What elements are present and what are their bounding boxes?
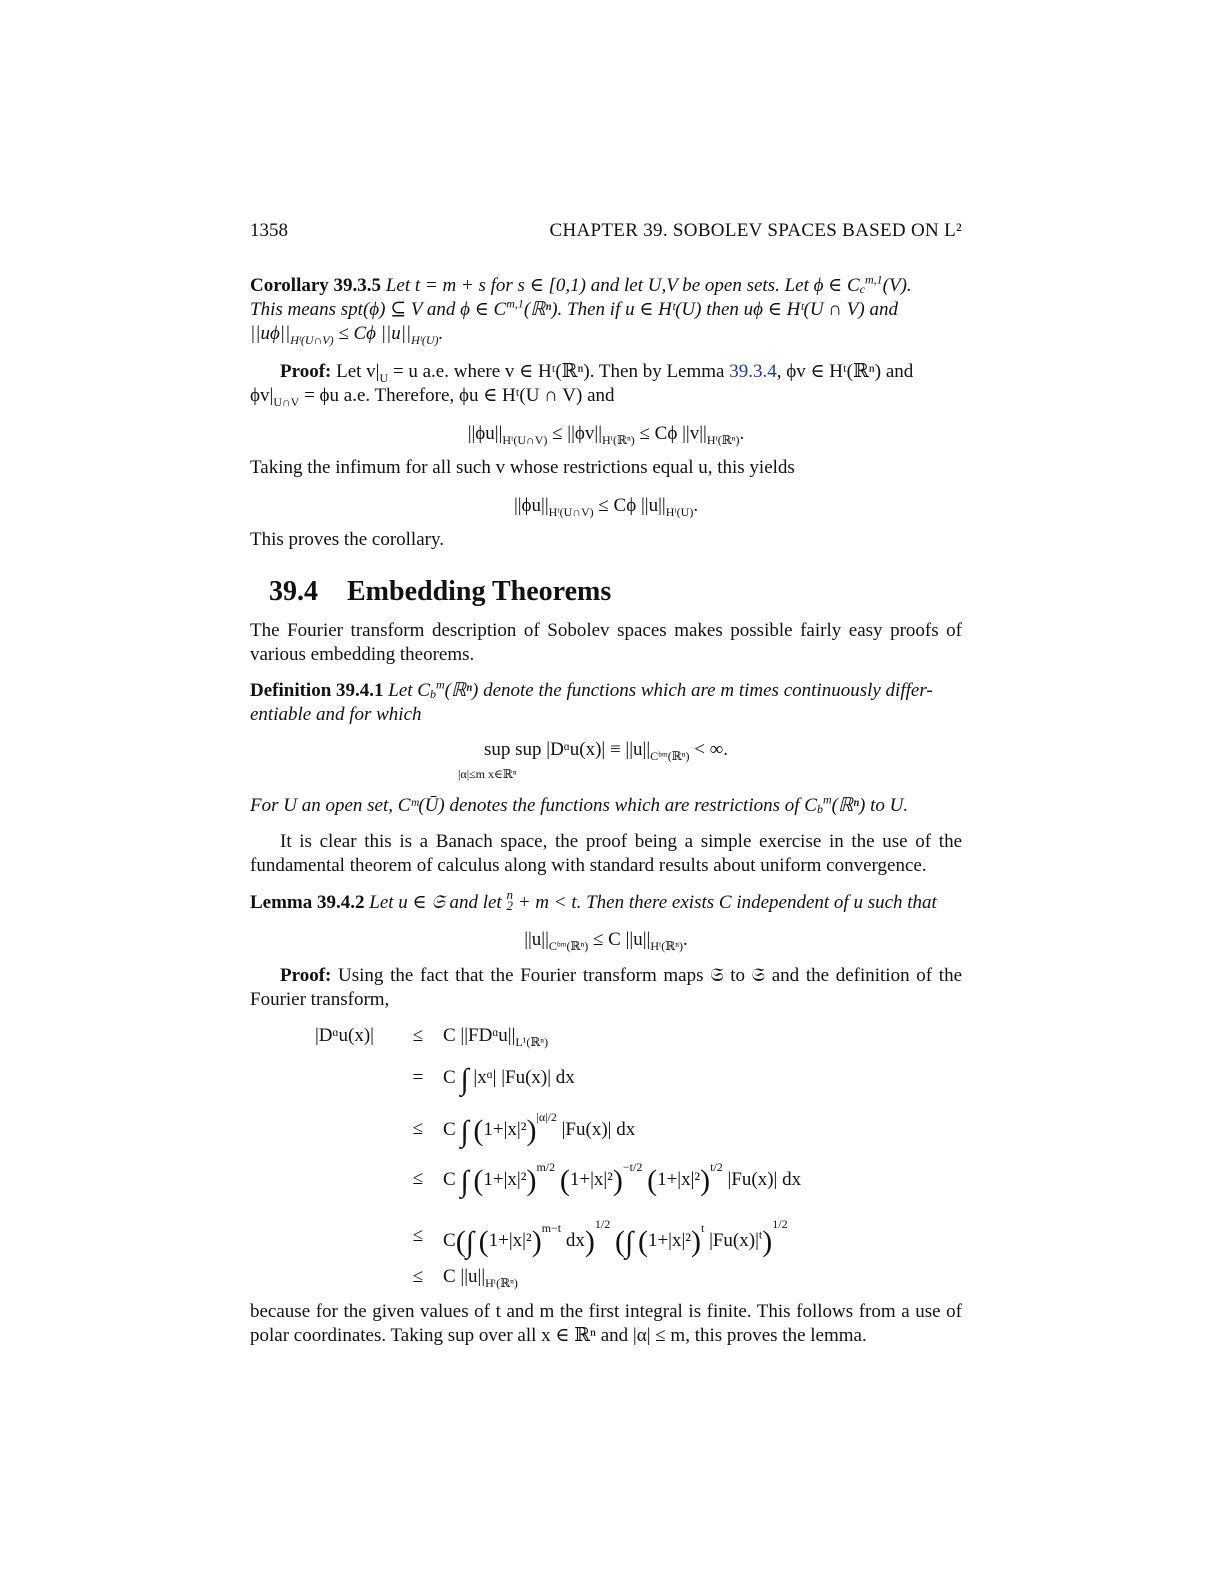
corollary: [250, 274, 962, 346]
proof-lemma-end: because for the given values of t and m the first integral is finite. This follows from a use of polar coordinates. Taking sup over all x ∈ ℝⁿ and |α| ≤ m, this proves the lemma.: [250, 1301, 962, 1346]
lemma: Lemma 39.4.2 Let u ∈ 𝔖 and let n 2 + m < t. Then there exists C independent of u such that: [250, 887, 937, 913]
proof-corollary: Proof: Let $v|_U = u$ a.e. where v ∈ Hᵗ(ℝⁿ). Then by Lemma 39.3.4, ϕv ∈ Hᵗ(ℝⁿ) and: [280, 361, 914, 385]
section-heading: [269, 575, 611, 609]
infimum-text: Taking the infimum for all such v whose restrictions equal u, this yields: [250, 457, 795, 478]
equation-2: $||\phi u||_{Hᵗ(U\cap V)} \le C\phi$ $||u||_{Hᵗ(U)}$.: [513, 495, 699, 519]
section-number: 39.4: [269, 576, 318, 607]
chapter-title: CHAPTER 39. SOBOLEV SPACES BASED ON L²: [549, 220, 962, 241]
proof-lemma-text: Proof: Using the fact that the Fourier transform maps 𝔖 to 𝔖 and the definition of the Fourier transform,: [250, 965, 962, 1010]
rel-5: ≤: [412, 1225, 424, 1246]
corollary-line3: $||u\phi||_{Hᵗ(U\cap V)} \le C\phi$ $||u||_{Hᵗ(U)}$.: [250, 323, 444, 347]
lemma-equation: $||u||_{Cᵇᵐ(ℝ^n)} \le C$ $||u||_{Hᵗ(ℝ^n)}$.: [524, 929, 688, 953]
corollary-line2: This means spt(ϕ) ⊆ V and ϕ ∈ C$^{m,1}$(ℝⁿ). Then if u ∈ Hᵗ(U) then uϕ ∈ Hᵗ(U ∩ V) and: [250, 296, 898, 320]
definition-equation: sup sup |Dᵅu(x)| ≡ $||u||_{Cᵇᵐ(ℝ^n)}$ < ∞.: [483, 739, 728, 763]
proof-end-text: This proves the corollary.: [250, 529, 444, 550]
definition-line2: entiable and for which: [250, 704, 422, 725]
derivation-line-6: C $||u||_{Hᵗ(ℝ^n)}$: [443, 1266, 518, 1290]
lemma-reference-link[interactable]: 39.3.4: [729, 361, 777, 382]
derivation-line-3: C ∫ $(1+|x|^2)^{|\alpha|/2}$ |Fu(x)| dx: [443, 1110, 636, 1148]
proof-label: Proof:: [280, 965, 332, 986]
rel-2: =: [412, 1067, 424, 1088]
derivation-line-4: C ∫ $(1+|x|^2)^{m/2}$ $(1+|x|^2)^{-t/2}$ $(1+|x|^2)^{t/2}$ |Fu(x)| dx: [443, 1160, 802, 1198]
definition-after: For U an open set, Cᵐ(Ū) denotes the functions which are restrictions of $C_b^m(ℝ^n)$ to U.: [250, 792, 909, 816]
rel-4: ≤: [412, 1168, 424, 1189]
section-title: Embedding Theorems: [347, 576, 612, 607]
definition: Definition 39.4.1 Let $C_b^m(ℝ^n)$ denote the functions which are m times continuously differ- entiable and for which: [250, 677, 933, 725]
derivation-lhs: |Dᵅu(x)|: [315, 1025, 374, 1046]
page-number: 1358: [250, 220, 288, 241]
corollary-label: Corollary 39.3.5: [250, 275, 382, 296]
derivation-line-2: C ∫ |xᵅ| |Fu(x)| dx: [443, 1063, 575, 1096]
rel-1: ≤: [412, 1025, 424, 1046]
lemma-label: Lemma 39.4.2: [250, 892, 365, 913]
running-header: [250, 219, 962, 243]
equation-1: $||\phi u||_{Hᵗ(U\cap V)} \le ||\phi v||_{Hᵗ(ℝ^n)} \le C\phi$ $||v||_{Hᵗ(ℝ^n)}$.: [467, 423, 745, 447]
rel-6: ≤: [412, 1266, 424, 1287]
proof-corollary-line2: $\phi v|_{U\cap V} = \phi u$ a.e. Therefore, ϕu ∈ Hᵗ(U ∩ V) and: [250, 385, 615, 409]
derivation-line-1: C $||FDᵅu||_{L^1(ℝ^n)}$: [443, 1025, 549, 1049]
definition-label: Definition 39.4.1: [250, 680, 384, 701]
rel-3: ≤: [412, 1118, 424, 1139]
corollary-text: Let t = m + s for s ∈ [0,1) and let U,V be open sets. Let ϕ ∈ $C_c^{m,1}(V)$.: [385, 272, 912, 296]
definition-equation-subscript: |α|≤m x∈ℝⁿ: [458, 767, 517, 781]
derivation-line-5: C(∫ $(1+|x|^2)^{m-t}$ dx)$^{1/2}$ (∫ $(1+|x|^2)^t$ $|Fu(x)|^t)^{1/2}$: [443, 1217, 788, 1259]
proof-label: Proof:: [280, 361, 332, 382]
section-intro: The Fourier transform description of Sobolev spaces makes possible fairly easy proofs of various embedding theorems.: [250, 620, 962, 665]
banach-text: It is clear this is a Banach space, the proof being a simple exercise in the use of the fundamental theorem of calculus along with standard results about uniform convergence.: [250, 831, 962, 876]
